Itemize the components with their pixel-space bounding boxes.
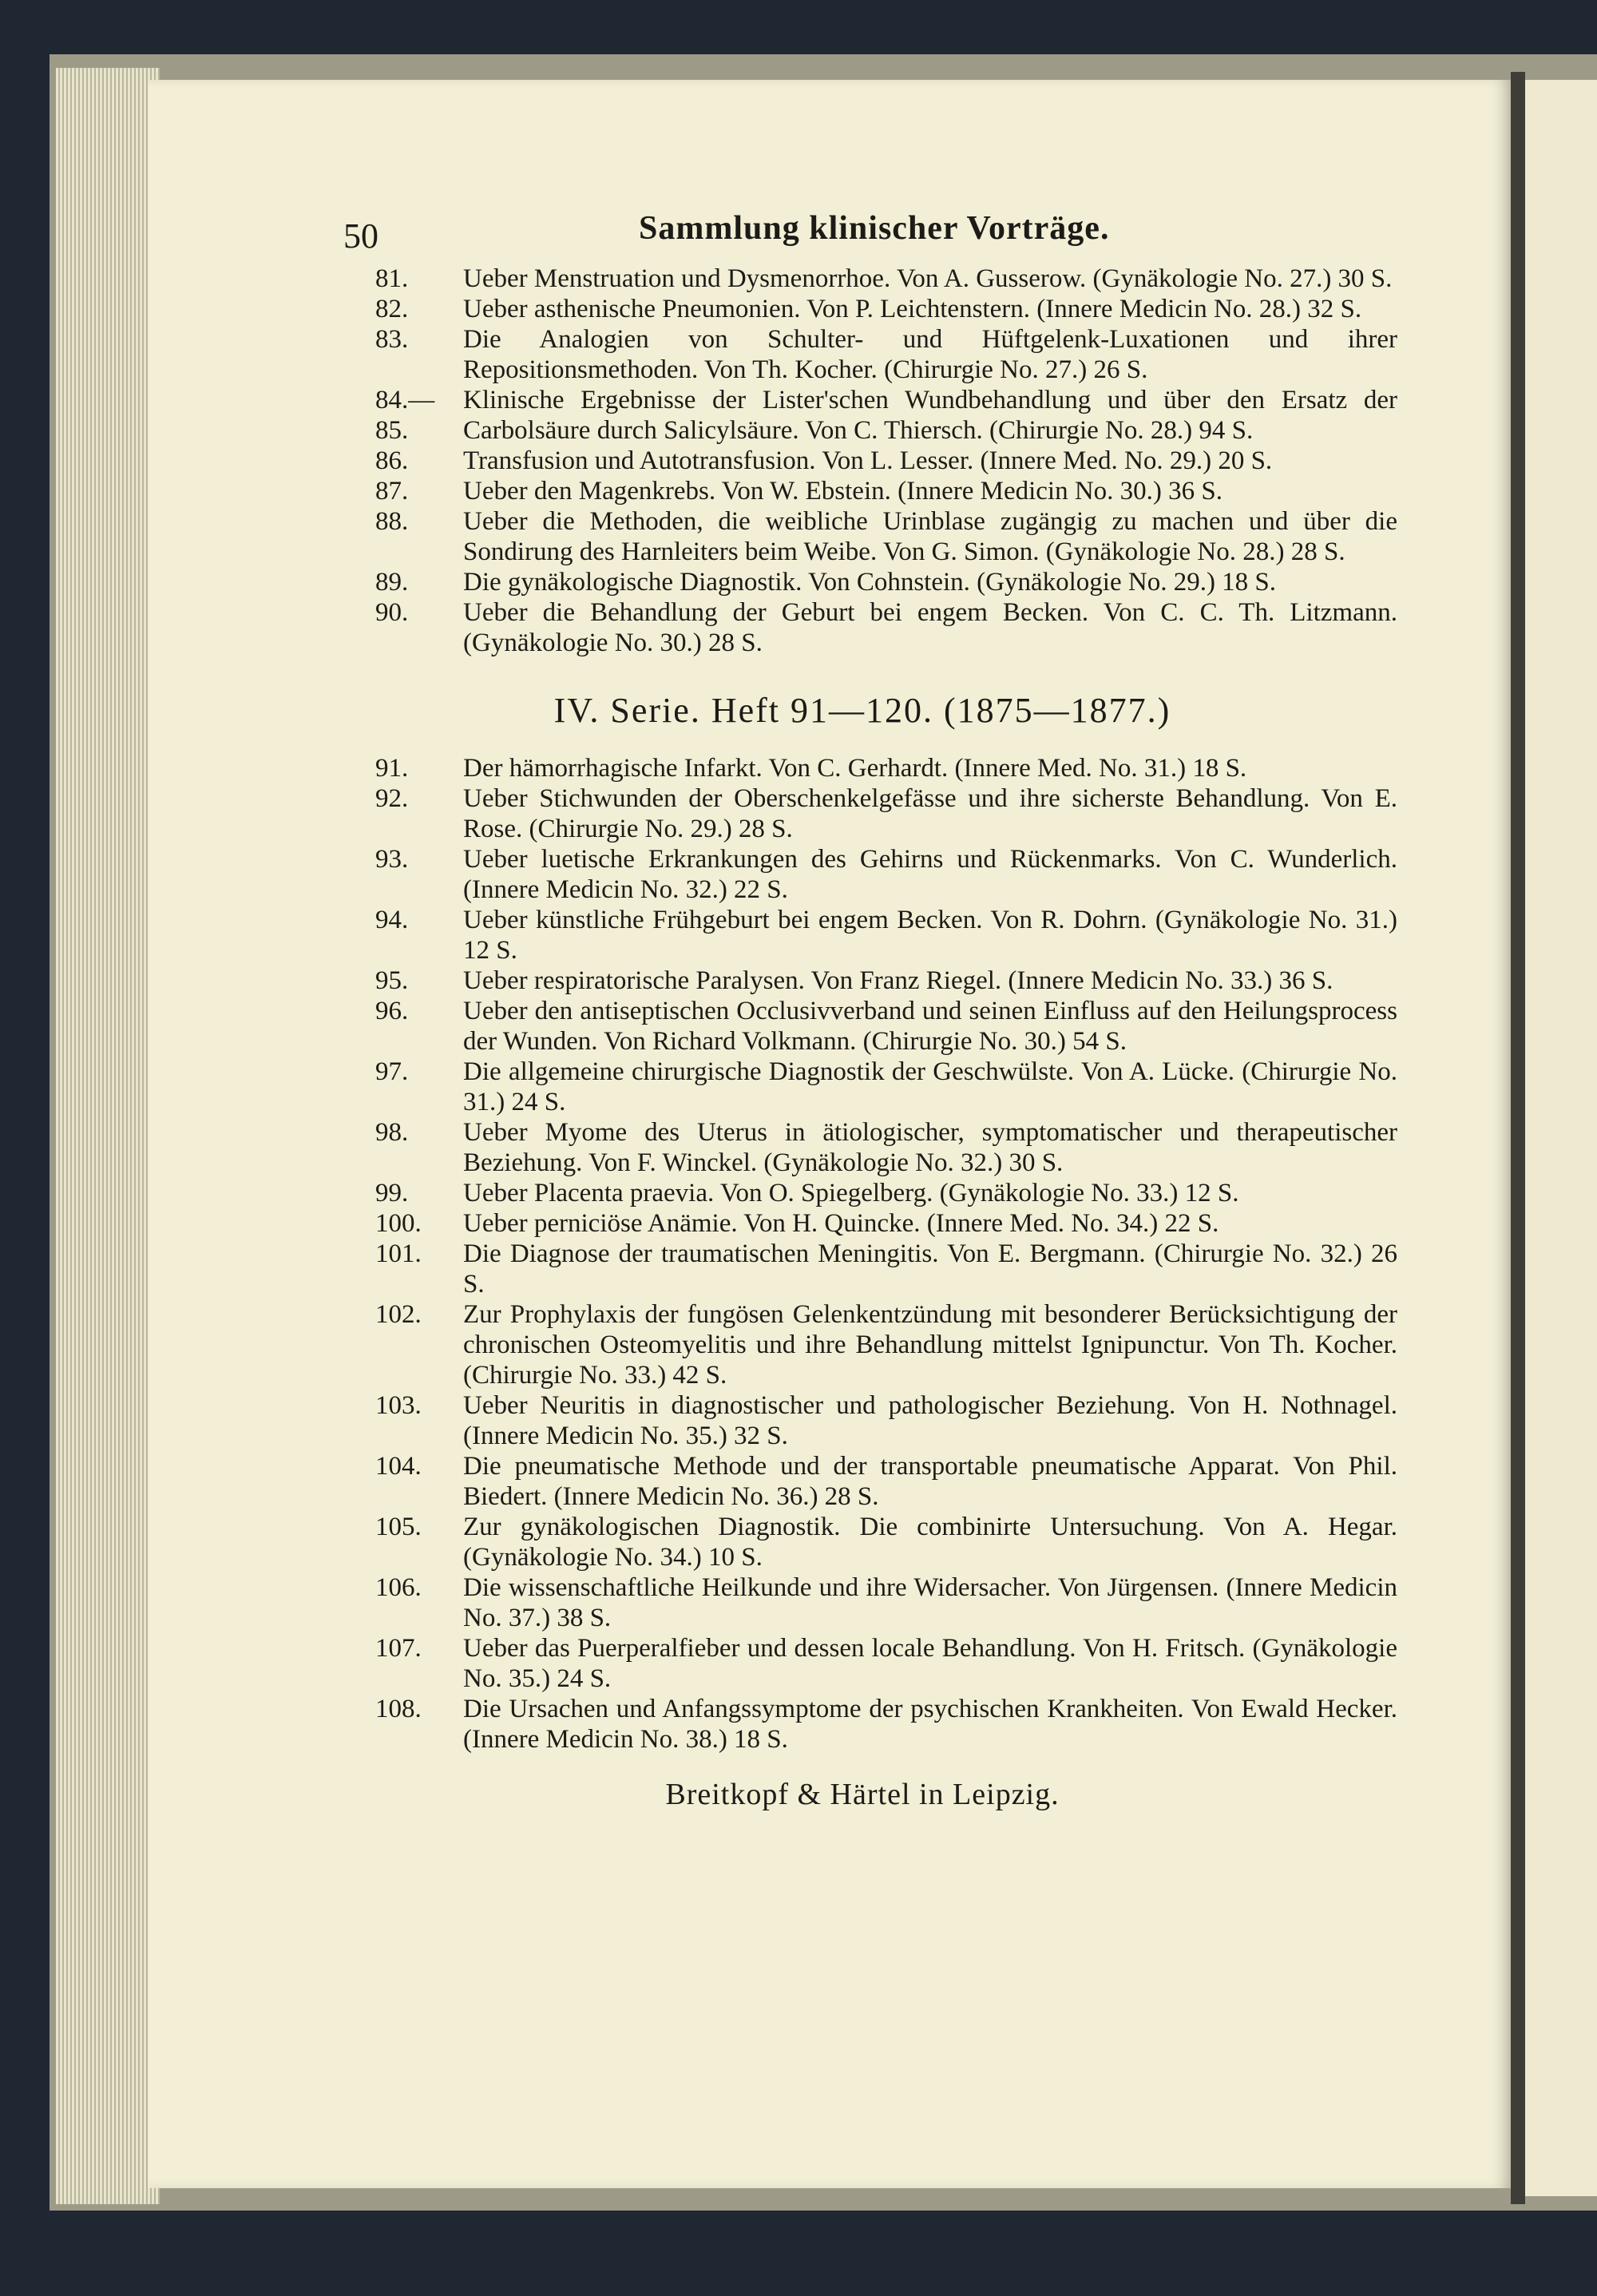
entry-text: Die pneumatische Methode und der transportable pneumatische Apparat. Von Phil. Biedert. (Innere Medicin No. 36.) 28 S. bbox=[463, 1452, 1397, 1511]
list-item bbox=[200, 385, 1405, 446]
entry-text: Ueber Placenta praevia. Von O. Spiegelberg. (Gynäkologie No. 33.) 12 S. bbox=[463, 1179, 1239, 1207]
entry-text: Ueber Stichwunden der Oberschenkelgefässe und ihre sicherste Behandlung. Von E. Rose. (Chirurgie No. 29.) 28 S. bbox=[463, 784, 1397, 843]
facing-page-edge bbox=[1521, 80, 1597, 2196]
entry-text: Ueber den Magenkrebs. Von W. Ebstein. (Innere Medicin No. 30.) 36 S. bbox=[463, 477, 1223, 506]
entry-number: 107. bbox=[375, 1634, 422, 1663]
entry-number: 106. bbox=[375, 1573, 422, 1602]
entry-text: Ueber perniciöse Anämie. Von H. Quincke. (Innere Med. No. 34.) 22 S. bbox=[463, 1209, 1219, 1238]
entry-text: Ueber Neuritis in diagnostischer und pathologischer Beziehung. Von H. Nothnagel. (Innere Medicin No. 35.) 32 S. bbox=[463, 1391, 1397, 1450]
list-item bbox=[200, 446, 1405, 476]
entry-number: 101. bbox=[375, 1239, 422, 1268]
page-number: 50 bbox=[343, 216, 378, 256]
list-item bbox=[200, 324, 1405, 385]
entry-text: Zur gynäkologischen Diagnostik. Die combinirte Untersuchung. Von A. Hegar. (Gynäkologie No. 34.) 10 S. bbox=[463, 1513, 1397, 1572]
list-item bbox=[200, 597, 1405, 658]
list-item bbox=[200, 1178, 1405, 1208]
list-item bbox=[200, 1239, 1405, 1299]
page-content bbox=[200, 168, 1405, 1812]
entry-number: 94. bbox=[375, 906, 409, 934]
list-item bbox=[200, 294, 1405, 324]
entry-text: Klinische Ergebnisse der Lister'schen Wundbehandlung und über den Ersatz der Carbolsäure durch Salicylsäure. Von C. Thiersch. (Chirurgie No. 28.) 94 S. bbox=[463, 386, 1397, 445]
entry-text: Die Analogien von Schulter- und Hüftgelenk-Luxationen und ihrer Repositionsmethoden. Von Th. Kocher. (Chirurgie No. 27.) 26 S. bbox=[463, 325, 1397, 384]
list-item bbox=[200, 476, 1405, 506]
list-item bbox=[200, 1390, 1405, 1451]
page-gutter bbox=[1511, 72, 1525, 2204]
entry-number: 103. bbox=[375, 1391, 422, 1420]
entry-number: 108. bbox=[375, 1695, 422, 1723]
list-item bbox=[200, 753, 1405, 783]
entry-number: 86. bbox=[375, 446, 409, 475]
list-item bbox=[200, 567, 1405, 597]
list-item bbox=[200, 1208, 1405, 1239]
list-item bbox=[200, 1451, 1405, 1512]
list-item bbox=[200, 1694, 1405, 1755]
entry-number: 95. bbox=[375, 966, 409, 995]
entry-text: Die wissenschaftliche Heilkunde und ihre Widersacher. Von Jürgensen. (Innere Medicin No. 37.) 38 S. bbox=[463, 1573, 1397, 1632]
list-item bbox=[200, 1299, 1405, 1390]
list-item bbox=[200, 1512, 1405, 1572]
entry-number: 83. bbox=[375, 325, 409, 354]
list-item bbox=[200, 966, 1405, 996]
entry-number: 98. bbox=[375, 1118, 409, 1147]
entry-number: 100. bbox=[375, 1209, 422, 1238]
entry-list-series-4 bbox=[200, 753, 1405, 1755]
section-title: IV. Serie. Heft 91—120. (1875—1877.) bbox=[553, 691, 1171, 730]
publisher-imprint: Breitkopf & Härtel in Leipzig. bbox=[665, 1778, 1060, 1811]
entry-text: Die gynäkologische Diagnostik. Von Cohnstein. (Gynäkologie No. 29.) 18 S. bbox=[463, 568, 1277, 597]
entry-number: 102. bbox=[375, 1300, 422, 1329]
list-item bbox=[200, 1633, 1405, 1694]
list-item bbox=[200, 844, 1405, 905]
list-item bbox=[200, 1572, 1405, 1633]
entry-text: Transfusion und Autotransfusion. Von L. Lesser. (Innere Med. No. 29.) 20 S. bbox=[463, 446, 1273, 475]
entry-number: 87. bbox=[375, 477, 409, 506]
entry-number: 81. bbox=[375, 264, 409, 293]
list-item bbox=[200, 783, 1405, 844]
entry-number: 96. bbox=[375, 997, 409, 1025]
entry-text: Ueber die Methoden, die weibliche Urinblase zugängig zu machen und über die Sondirung des Harnleiters beim Weibe. Von G. Simon. (Gynäkologie No. 28.) 28 S. bbox=[463, 507, 1397, 566]
running-title: Sammlung klinischer Vorträge. bbox=[639, 210, 1110, 247]
entry-text: Zur Prophylaxis der fungösen Gelenkentzündung mit besonderer Berücksichtigung der chronischen Osteomyelitis und ihre Behandlung mittelst Ignipunctur. Von Th. Kocher. (Chirurgie No. 33.) 42 S. bbox=[463, 1300, 1397, 1390]
list-item bbox=[200, 1117, 1405, 1178]
entry-text: Der hämorrhagische Infarkt. Von C. Gerhardt. (Innere Med. No. 31.) 18 S. bbox=[463, 754, 1247, 783]
entry-text: Ueber luetische Erkrankungen des Gehirns und Rückenmarks. Von C. Wunderlich. (Innere Medicin No. 32.) 22 S. bbox=[463, 845, 1397, 904]
entry-list-series-3 bbox=[200, 264, 1405, 658]
running-head bbox=[200, 168, 1405, 264]
entry-text: Ueber Myome des Uterus in ätiologischer, symptomatischer und therapeutischer Beziehung. Von F. Winckel. (Gynäkologie No. 32.) 30 S. bbox=[463, 1118, 1397, 1177]
entry-text: Ueber den antiseptischen Occlusivverband und seinen Einfluss auf den Heilungsprocess der Wunden. Von Richard Volkmann. (Chirurgie No. 30.) 54 S. bbox=[463, 997, 1397, 1056]
entry-text: Ueber die Behandlung der Geburt bei engem Becken. Von C. C. Th. Litzmann. (Gynäkologie No. 30.) 28 S. bbox=[463, 598, 1397, 657]
entry-text: Ueber das Puerperalfieber und dessen locale Behandlung. Von H. Fritsch. (Gynäkologie No. 35.) 24 S. bbox=[463, 1634, 1397, 1693]
entry-number: 93. bbox=[375, 845, 409, 874]
entry-text: Die Diagnose der traumatischen Meningitis. Von E. Bergmann. (Chirurgie No. 32.) 26 S. bbox=[463, 1239, 1397, 1299]
entry-text: Ueber respiratorische Paralysen. Von Franz Riegel. (Innere Medicin No. 33.) 36 S. bbox=[463, 966, 1333, 995]
list-item bbox=[200, 1057, 1405, 1117]
entry-text: Die allgemeine chirurgische Diagnostik der Geschwülste. Von A. Lücke. (Chirurgie No. 31.) 24 S. bbox=[463, 1057, 1397, 1116]
entry-number: 92. bbox=[375, 784, 409, 813]
entry-number: 88. bbox=[375, 507, 409, 536]
entry-number: 84.—85. bbox=[375, 386, 435, 445]
entry-text: Ueber künstliche Frühgeburt bei engem Becken. Von R. Dohrn. (Gynäkologie No. 31.) 12 S. bbox=[463, 906, 1397, 965]
entry-number: 89. bbox=[375, 568, 409, 597]
page-edges bbox=[56, 68, 160, 2204]
entry-number: 90. bbox=[375, 598, 409, 627]
entry-number: 99. bbox=[375, 1179, 409, 1207]
entry-number: 97. bbox=[375, 1057, 409, 1086]
entry-text: Die Ursachen und Anfangssymptome der psychischen Krankheiten. Von Ewald Hecker. (Innere Medicin No. 38.) 18 S. bbox=[463, 1695, 1397, 1754]
list-item bbox=[200, 996, 1405, 1057]
list-item bbox=[200, 905, 1405, 966]
list-item bbox=[200, 264, 1405, 294]
entry-text: Ueber Menstruation und Dysmenorrhoe. Von A. Gusserow. (Gynäkologie No. 27.) 30 S. bbox=[463, 264, 1393, 293]
entry-number: 105. bbox=[375, 1513, 422, 1541]
entry-number: 91. bbox=[375, 754, 409, 783]
list-item bbox=[200, 506, 1405, 567]
entry-number: 104. bbox=[375, 1452, 422, 1481]
entry-number: 82. bbox=[375, 295, 409, 323]
entry-text: Ueber asthenische Pneumonien. Von P. Leichtenstern. (Innere Medicin No. 28.) 32 S. bbox=[463, 295, 1362, 323]
